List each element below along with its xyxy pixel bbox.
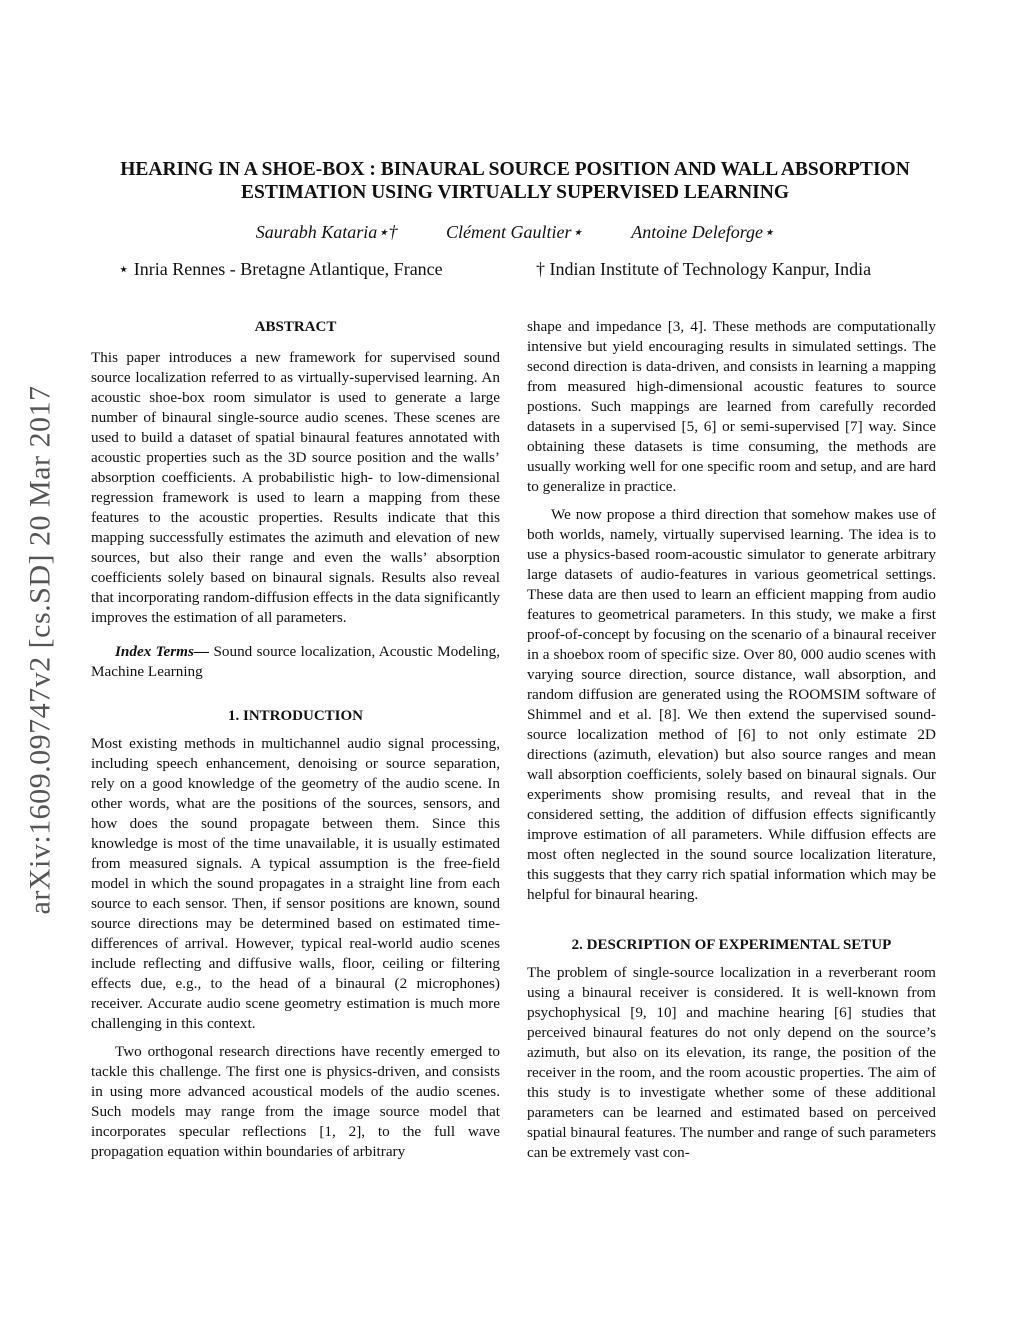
intro-heading: 1. INTRODUCTION [227,708,363,724]
intro-paragraph-4: We now propose a third direction that somehow makes use of both worlds, namely, virtually supervised learning. The idea is to use a physics-based room-acoustic simulator to generate arbitrary large datasets of audio-features in various geometrical settings. These data are then used to learn an efficient mapping from audio features to geometrical parameters. In this study, we make a first proof-of-concept by focusing on the scenario of a binaural receiver in a shoebox room of specific size. Over 80, 000 audio scenes with varying source direction, source distance, wall absorption, and random diffusion are generated using the ROOMSIM software of Shimmel and et al. [8]. We then extend the supervised sound-source localization method of [6] to not only estimate 2D directions (azimuth, elevation) but also source ranges and mean wall absorption coefficients, solely based on binaural signals. Our experiments show promising results, and reveal that in the considered setting, the addition of diffusion effects significantly improve estimation of all parameters. While diffusion effects are most often neglected in the sound source localization literature, this suggests that they carry rich spatial information which may be helpful for binaural hearing. [527,506,936,903]
index-terms-label: Index Terms— [115,643,210,660]
intro-paragraph-3: shape and impedance [3, 4]. These methods are computationally intensive but yield encouraging results in simulated settings. The second direction is data-driven, and consists in learning a mapping from measured high-dimensional acoustic features to source postions. Such mappings are learned from carefully recorded datasets in a supervised [5, 6] or semi-supervised [7] way. Since obtaining these datasets is time consuming, the methods are usually working well for one specific room and setup, and are hard to generalize in practice. [527,318,936,495]
affiliation-inria: ⋆ Inria Rennes - Bretagne Atlantique, France [118,259,443,279]
setup-paragraph-1: The problem of single-source localization in a reverberant room using a binaural receiver is considered. It is well-known from psychophysical [9, 10] and machine hearing [6] studies that perceived binaural features do not only depend on the source’s azimuth, but also on its elevation, its range, the position of the receiver in the room, and the room acoustic properties. The aim of this study is to investigate whether some of these additional parameters can be learned and estimated based on perceived spatial binaural features. The number and range of such parameters can be extremely vast con- [527,964,936,1161]
title-line-2: ESTIMATION USING VIRTUALLY SUPERVISED LEARNING [240,182,789,203]
setup-heading: 2. DESCRIPTION OF EXPERIMENTAL SETUP [571,937,892,953]
title-line-1: HEARING IN A SHOE-BOX : BINAURAL SOURCE POSITION AND WALL ABSORPTION [120,159,910,180]
right-column [527,317,936,1171]
arxiv-id: arXiv:1609.09747v2 [cs.SD] 20 Mar 2017 [23,385,57,915]
abstract-heading: ABSTRACT [254,319,337,335]
abstract-text: This paper introduces a new framework for supervised sound source localization referred to as virtually-supervised learning. An acoustic shoe-box room simulator is used to generate a large number of binaural single-source audio scenes. These scenes are used to build a dataset of spatial binaural features annotated with acoustic properties such as the 3D source position and the walls’ absorption coefficients. A probabilistic high- to low-dimensional regression framework is used to learn a mapping from these features to the acoustic properties. Results indicate that this mapping successfully estimates the azimuth and elevation of new sources, but also their range and even the walls’ absorption coefficients solely based on binaural signals. Results also reveal that incorporating random-diffusion effects in the data significantly improves the estimation of all parameters. [91,349,500,626]
author-2: Clément Gaultier⋆ [445,222,583,242]
left-column [91,317,500,1170]
affiliation-iit: † Indian Institute of Technology Kanpur, India [536,259,872,279]
paper-title [90,158,940,204]
intro-paragraph-2: Two orthogonal research directions have recently emerged to tackle this challenge. The first one is physics-driven, and consists in using more advanced acoustical models of the audio scenes. Such models may range from the image source model that incorporates specular reflections [1, 2], to the full wave propagation equation within boundaries of arbitrary [91,1043,500,1160]
arxiv-stamp [20,350,60,950]
author-1: Saurabh Kataria⋆† [255,222,398,242]
intro-paragraph-1: Most existing methods in multichannel audio signal processing, including speech enhancement, denoising or source separation, rely on a good knowledge of the geometry of the audio scene. In other words, what are the positions of the sources, sensors, and how does the sound propagate between them. Since this knowledge is most of the time unavailable, it is usually estimated from measured signals. A typical assumption is the free-field model in which the sound propagates in a straight line from each source to each sensor. Then, if sensor positions are known, sound source directions may be determined based on estimated time-differences of arrival. However, typical real-world audio scenes include reflecting and diffusive walls, floor, ceiling or filtering effects due, e.g., to the head of a binaural (2 microphones) receiver. Accurate audio scene geometry estimation is much more challenging in this context. [91,735,500,1032]
author-list [90,222,940,243]
index-terms-text: Sound source localization, Acoustic Modeling, Machine Learning [91,643,500,680]
author-3: Antoine Deleforge⋆ [631,222,775,242]
index-terms [91,642,500,682]
